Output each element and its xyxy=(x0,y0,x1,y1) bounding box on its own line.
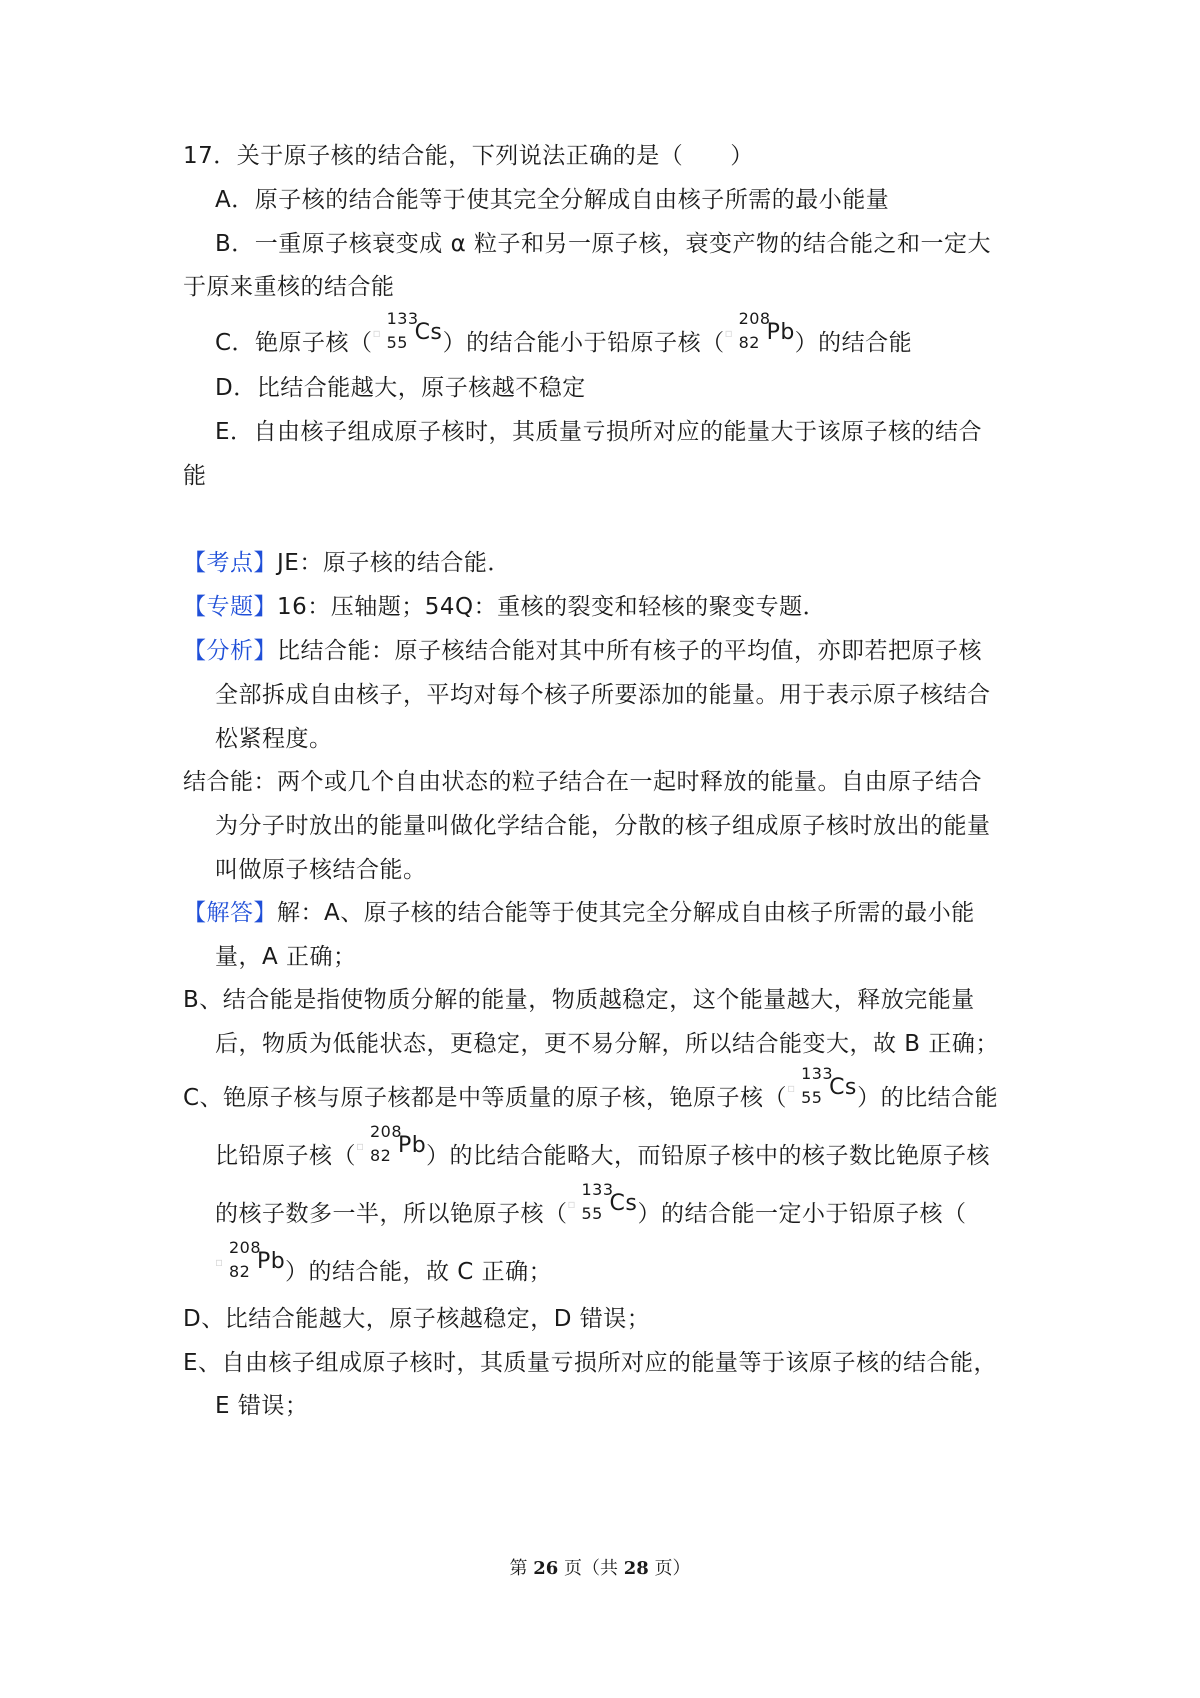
nuclide-mass-number: 208 xyxy=(738,309,771,328)
zhuanti-label: 【专题】 xyxy=(183,594,277,620)
answer-c-line-3 xyxy=(215,1180,967,1229)
answer-c-line-3-pre: 的核子数多一半，所以铯原子核（ xyxy=(215,1201,568,1227)
option-e-line-2: 能 xyxy=(183,463,207,489)
nuclide-atomic-number: 82 xyxy=(229,1262,251,1281)
answer-c-line-4 xyxy=(215,1238,553,1287)
nuclide-mass-number: 208 xyxy=(229,1238,262,1257)
footer-middle: 页（共 xyxy=(558,1558,624,1579)
fenxi-line-2: 全部拆成自由核子，平均对每个核子所要添加的能量。用于表示原子核结合 xyxy=(215,682,991,708)
answer-c-line-1 xyxy=(183,1064,999,1113)
nuclide-cs xyxy=(787,1064,857,1113)
kaodian-line xyxy=(183,548,511,578)
answer-b-line-1: B、结合能是指使物质分解的能量，物质越稳定，这个能量越大，释放完能量 xyxy=(183,987,975,1013)
nuclide-atomic-number: 55 xyxy=(801,1088,823,1107)
nuclide-pb xyxy=(724,309,795,358)
nuclide-symbol: Pb xyxy=(257,1249,286,1274)
nuclide-mass-number: 133 xyxy=(801,1064,834,1083)
nuclide-pb xyxy=(215,1238,286,1287)
option-c-post: ）的结合能 xyxy=(794,330,913,356)
jiehe-line-1: 结合能：两个或几个自由状态的粒子结合在一起时释放的能量。自由原子结合 xyxy=(183,769,982,795)
answer-c-line-4-post: ）的结合能，故 C 正确； xyxy=(285,1259,553,1285)
nuclide-atomic-number: 55 xyxy=(581,1204,603,1223)
nuclide-atomic-number: 82 xyxy=(370,1146,392,1165)
zhuanti-text: 16：压轴题；54Q：重核的裂变和轻核的聚变专题． xyxy=(277,594,827,620)
nuclide-atomic-number: 55 xyxy=(386,333,408,352)
nuclide-symbol: Pb xyxy=(398,1133,427,1158)
answer-c-line-1-pre: C、铯原子核与原子核都是中等质量的原子核，铯原子核（ xyxy=(183,1085,788,1111)
answer-d-line: D、比结合能越大，原子核越稳定，D 错误； xyxy=(183,1306,651,1332)
nuclide-placeholder-mark: ▫ xyxy=(787,1081,796,1095)
option-c xyxy=(215,309,913,358)
zhuanti-line xyxy=(183,592,826,622)
option-a: A．原子核的结合能等于使其完全分解成自由核子所需的最小能量 xyxy=(215,187,890,213)
fenxi-line-3: 松紧程度。 xyxy=(215,726,333,752)
answer-c-line-2 xyxy=(215,1122,990,1171)
nuclide-placeholder-mark: ▫ xyxy=(724,326,734,340)
page-footer xyxy=(0,1554,1200,1580)
option-b-line-1: B．一重原子核衰变成 α 粒子和另一原子核，衰变产物的结合能之和一定大 xyxy=(215,231,992,257)
nuclide-cs xyxy=(372,309,443,358)
kaodian-label: 【考点】 xyxy=(183,550,277,576)
nuclide-symbol: Cs xyxy=(829,1075,857,1100)
nuclide-symbol: Cs xyxy=(609,1191,638,1216)
nuclide-symbol: Cs xyxy=(414,320,443,345)
nuclide-placeholder-mark: ▫ xyxy=(567,1197,577,1211)
question-stem: 17．关于原子核的结合能，下列说法正确的是（ ） xyxy=(183,143,754,169)
nuclide-placeholder-mark: ▫ xyxy=(356,1139,365,1153)
nuclide-mass-number: 208 xyxy=(370,1122,403,1141)
answer-e-line-1: E、自由核子组成原子核时，其质量亏损所对应的能量等于该原子核的结合能， xyxy=(183,1350,998,1376)
jieda-line-1 xyxy=(183,898,975,928)
answer-b-line-2: 后，物质为低能状态，更稳定，更不易分解，所以结合能变大，故 B 正确； xyxy=(215,1031,999,1057)
option-d: D．比结合能越大，原子核越不稳定 xyxy=(215,375,586,401)
kaodian-text: JE：原子核的结合能． xyxy=(277,550,511,576)
fenxi-text: 比结合能：原子核结合能对其中所有核子的平均值，亦即若把原子核 xyxy=(277,638,982,664)
answer-c-line-1-post: ）的比结合能 xyxy=(857,1085,999,1111)
jieda-line-2: 量，A 正确； xyxy=(215,944,357,970)
fenxi-line-1 xyxy=(183,636,982,666)
option-c-mid: ）的结合能小于铅原子核（ xyxy=(442,330,725,356)
footer-suffix: 页） xyxy=(648,1558,691,1579)
nuclide-placeholder-mark: ▫ xyxy=(215,1255,224,1269)
jiehe-line-3: 叫做原子核结合能。 xyxy=(215,857,427,883)
nuclide-cs xyxy=(567,1180,638,1229)
answer-c-line-2-pre: 比铅原子核（ xyxy=(215,1143,356,1169)
option-c-pre: C．铯原子核（ xyxy=(215,330,373,356)
footer-prefix: 第 xyxy=(509,1558,534,1579)
jiehe-line-2: 为分子时放出的能量叫做化学结合能，分散的核子组成原子核时放出的能量 xyxy=(215,813,991,839)
footer-current-page: 26 xyxy=(533,1558,559,1579)
nuclide-mass-number: 133 xyxy=(581,1180,614,1199)
fenxi-label: 【分析】 xyxy=(183,638,277,664)
nuclide-symbol: Pb xyxy=(766,320,795,345)
option-b-line-2: 于原来重核的结合能 xyxy=(183,274,395,300)
nuclide-placeholder-mark: ▫ xyxy=(372,326,382,340)
jieda-label: 【解答】 xyxy=(183,900,277,926)
option-e-line-1: E．自由核子组成原子核时，其质量亏损所对应的能量大于该原子核的结合 xyxy=(215,419,983,445)
answer-e-line-2: E 错误； xyxy=(215,1393,309,1419)
jieda-text: 解：A、原子核的结合能等于使其完全分解成自由核子所需的最小能 xyxy=(277,900,975,926)
answer-c-line-2-post: ）的比结合能略大，而铅原子核中的核子数比铯原子核 xyxy=(426,1143,990,1169)
nuclide-pb xyxy=(356,1122,427,1171)
footer-total-pages: 28 xyxy=(623,1558,649,1579)
nuclide-mass-number: 133 xyxy=(386,309,419,328)
answer-c-line-3-post: ）的结合能一定小于铅原子核（ xyxy=(637,1201,967,1227)
nuclide-atomic-number: 82 xyxy=(738,333,760,352)
